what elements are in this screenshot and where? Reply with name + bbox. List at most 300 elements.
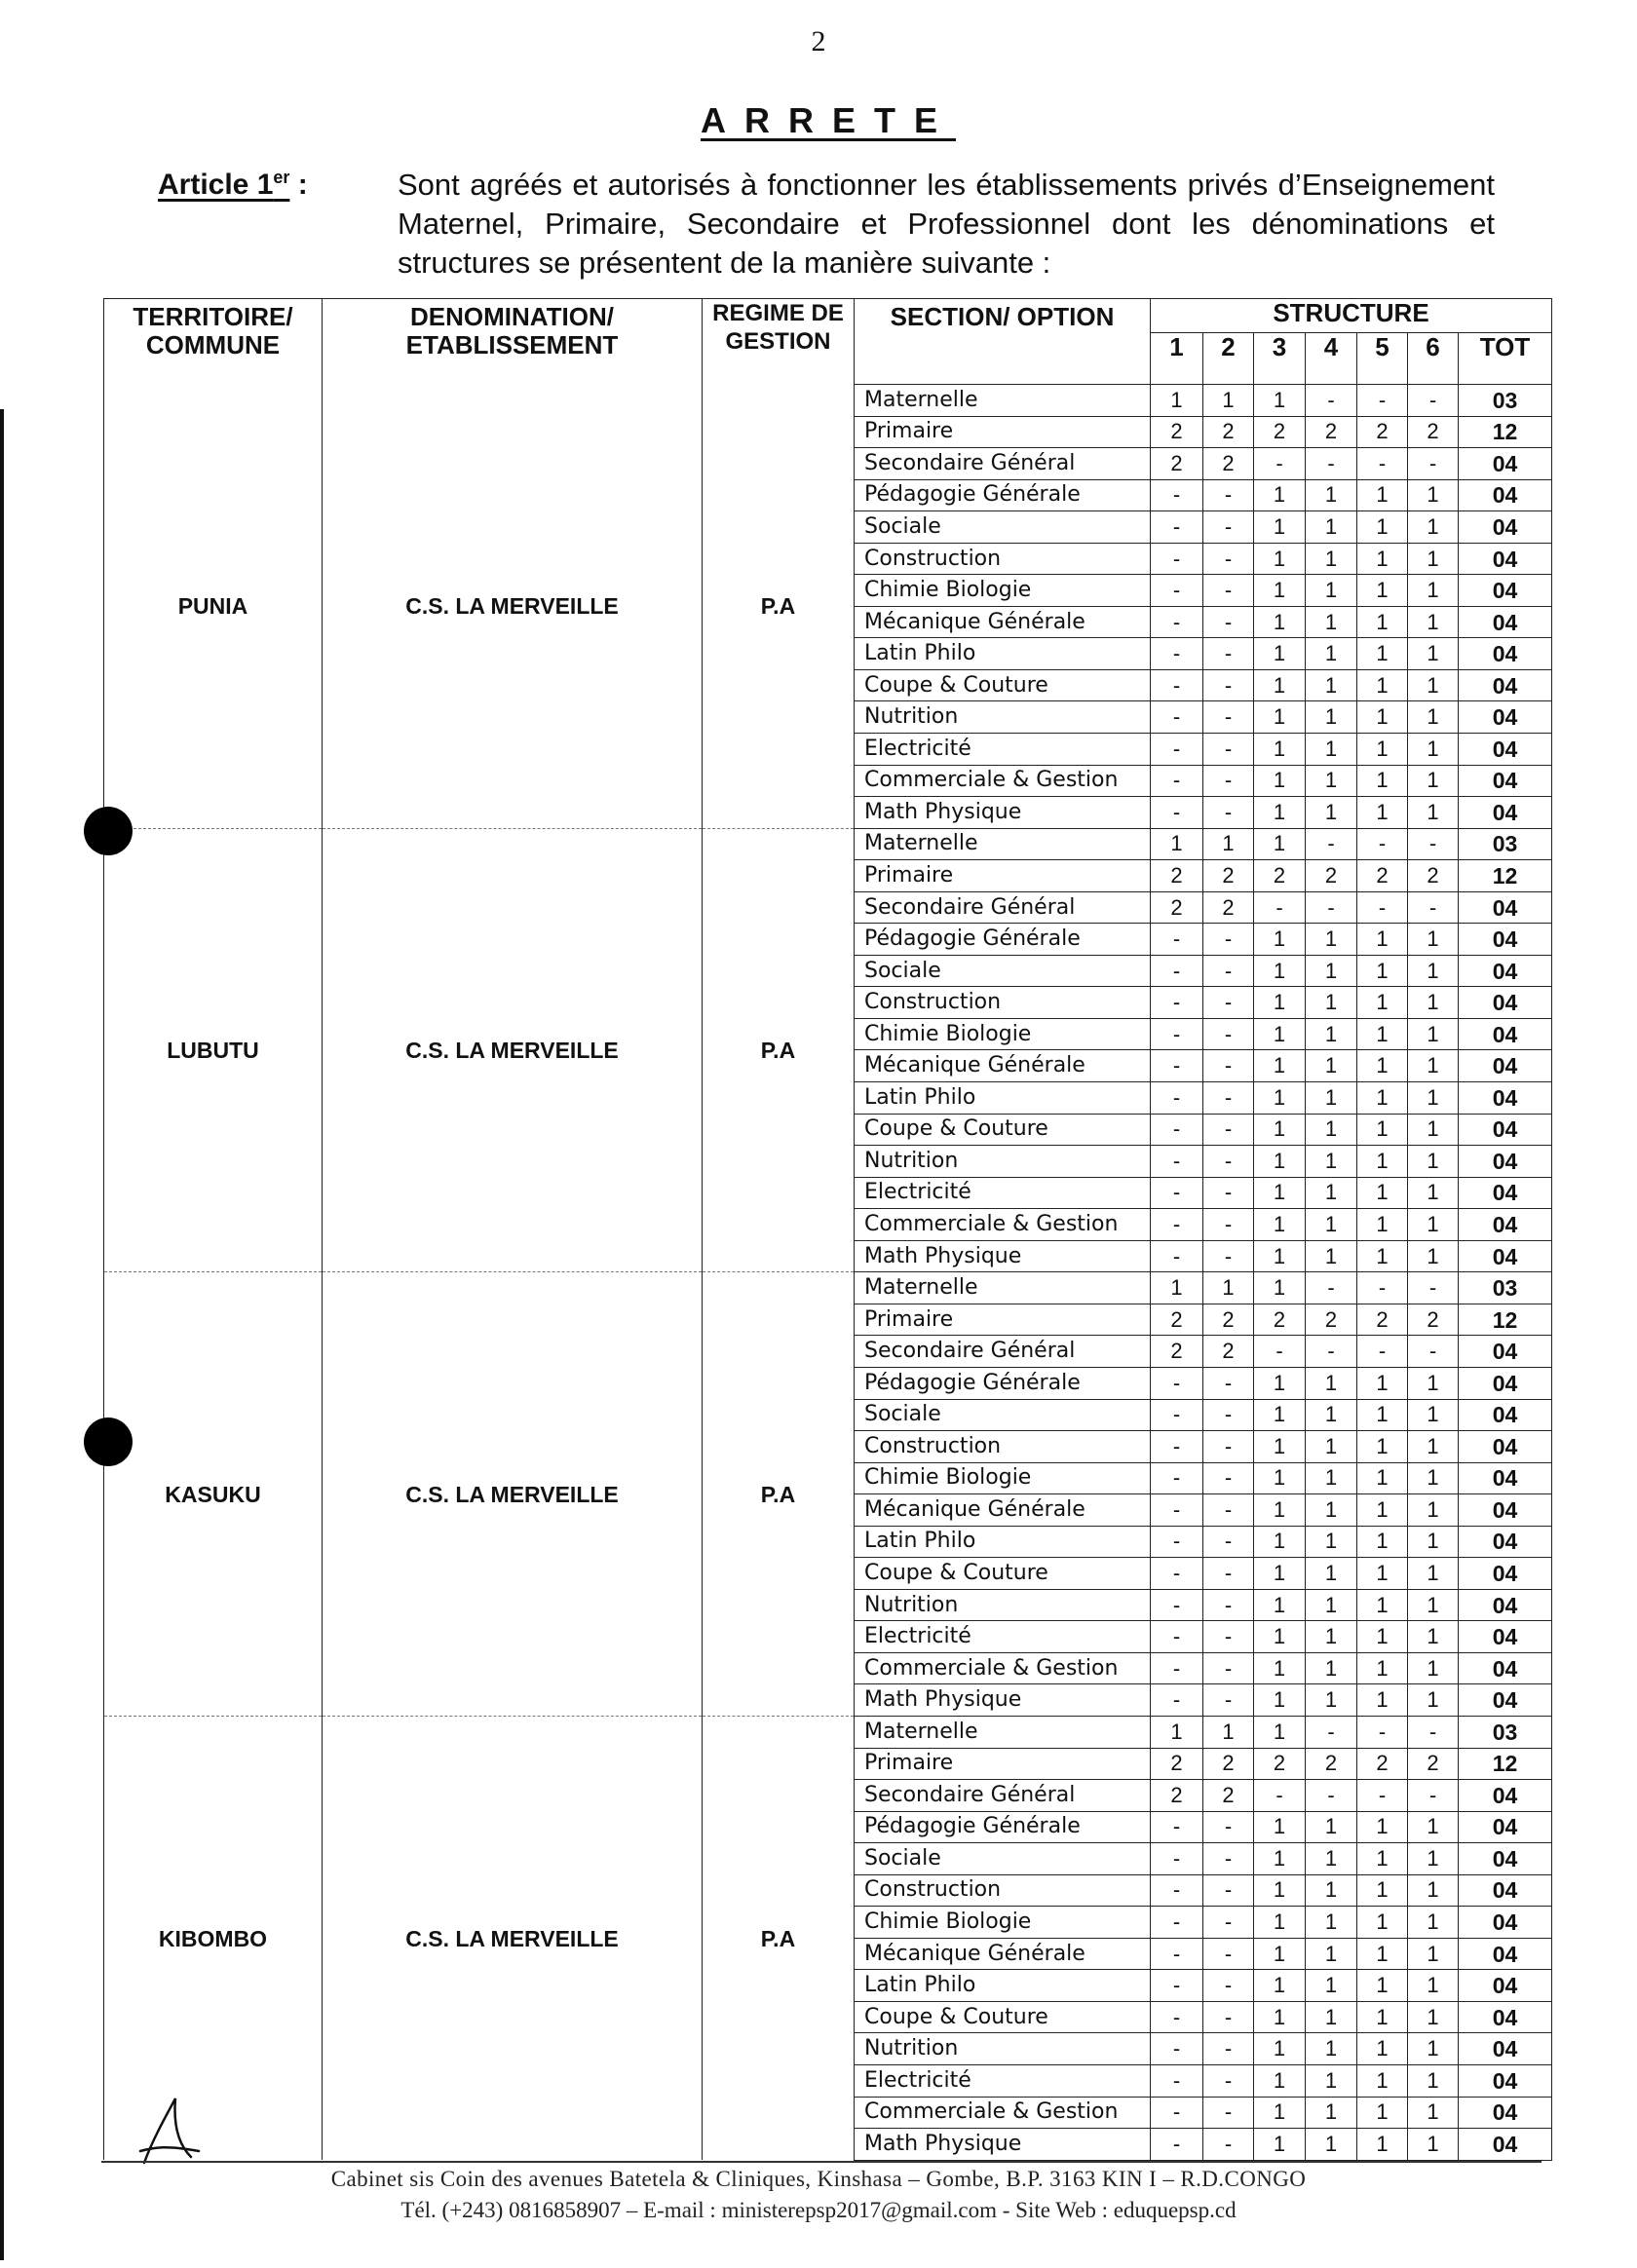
header-col-2: 2 — [1203, 333, 1254, 385]
article-label-colon: : — [289, 169, 308, 201]
structure-count-cell: 1 — [1306, 1558, 1357, 1590]
structure-count-cell: - — [1151, 1526, 1203, 1558]
structure-count-cell: 1 — [1254, 765, 1306, 797]
structure-count-cell: 1 — [1408, 1907, 1459, 1939]
structure-count-cell: - — [1254, 1336, 1306, 1368]
structure-count-cell: 1 — [1357, 1558, 1408, 1590]
document-title: ARRETE — [700, 100, 956, 140]
structure-count-cell: 2 — [1254, 860, 1306, 892]
section-option-cell: Coupe & Couture — [855, 2001, 1151, 2033]
structure-count-cell: 2 — [1203, 448, 1254, 480]
structure-count-cell: - — [1306, 828, 1357, 860]
structure-count-cell: 1 — [1408, 1843, 1459, 1875]
structure-count-cell: 2 — [1151, 1304, 1203, 1336]
structure-count-cell: 1 — [1306, 1114, 1357, 1146]
structure-count-cell: 1 — [1306, 2001, 1357, 2033]
structure-count-cell: 1 — [1357, 1050, 1408, 1082]
structure-count-cell: 2 — [1203, 416, 1254, 448]
structure-count-cell: 1 — [1408, 1209, 1459, 1241]
structure-count-cell: 1 — [1408, 1240, 1459, 1272]
structure-count-cell: 1 — [1306, 1462, 1357, 1494]
structure-count-cell: - — [1203, 1621, 1254, 1653]
structure-count-cell: - — [1306, 1716, 1357, 1748]
total-cell: 03 — [1459, 1716, 1552, 1748]
structure-count-cell: 1 — [1306, 479, 1357, 511]
structure-count-cell: 1 — [1408, 924, 1459, 956]
table-row — [104, 828, 1552, 860]
structure-count-cell: 2 — [1306, 1304, 1357, 1336]
total-cell: 04 — [1459, 1367, 1552, 1399]
total-cell: 03 — [1459, 1272, 1552, 1304]
structure-count-cell: - — [1151, 1367, 1203, 1399]
section-option-cell: Secondaire Général — [855, 1780, 1151, 1812]
structure-count-cell: 1 — [1357, 924, 1408, 956]
structure-count-cell: - — [1357, 448, 1408, 480]
structure-count-cell: 2 — [1203, 1780, 1254, 1812]
structure-count-cell: 1 — [1306, 1684, 1357, 1717]
structure-count-cell: 1 — [1254, 638, 1306, 670]
structure-count-cell: 1 — [1254, 1526, 1306, 1558]
structure-count-cell: 1 — [1254, 1399, 1306, 1431]
structure-count-cell: 1 — [1306, 1907, 1357, 1939]
section-option-cell: Coupe & Couture — [855, 1558, 1151, 1590]
structure-count-cell: 1 — [1306, 987, 1357, 1019]
structure-count-cell: 2 — [1203, 860, 1254, 892]
structure-count-cell: - — [1151, 638, 1203, 670]
structure-count-cell: 1 — [1408, 1114, 1459, 1146]
total-cell: 04 — [1459, 1526, 1552, 1558]
section-option-cell: Pédagogie Générale — [855, 479, 1151, 511]
section-option-cell: Primaire — [855, 416, 1151, 448]
structure-count-cell: - — [1151, 1082, 1203, 1115]
structure-count-cell: - — [1203, 2129, 1254, 2161]
structure-count-cell: 2 — [1203, 1748, 1254, 1780]
structure-count-cell: 1 — [1408, 1462, 1459, 1494]
structure-count-cell: - — [1306, 1272, 1357, 1304]
total-cell: 04 — [1459, 2129, 1552, 2161]
table-body — [104, 385, 1552, 2161]
section-option-cell: Chimie Biologie — [855, 1018, 1151, 1050]
structure-count-cell: - — [1151, 669, 1203, 701]
structure-count-cell: - — [1203, 797, 1254, 829]
structure-count-cell: - — [1151, 1970, 1203, 2002]
header-section: SECTION/ OPTION — [855, 299, 1151, 385]
structure-count-cell: - — [1203, 2033, 1254, 2065]
structure-count-cell: 1 — [1357, 1621, 1408, 1653]
structure-count-cell: - — [1203, 1462, 1254, 1494]
structure-count-cell: - — [1408, 891, 1459, 924]
structure-count-cell: - — [1151, 511, 1203, 544]
structure-count-cell: - — [1357, 891, 1408, 924]
structure-count-cell: - — [1151, 797, 1203, 829]
total-cell: 04 — [1459, 1114, 1552, 1146]
structure-count-cell: 1 — [1408, 669, 1459, 701]
article-text: Sont agréés et autorisés à fonctionner les établissements privés d’Enseignement Maternel, Primaire, Secondaire et Professionnel dont les dénominations et structures se présentent de la manière suivante : — [398, 168, 1495, 280]
section-option-cell: Maternelle — [855, 828, 1151, 860]
structure-count-cell: - — [1203, 1399, 1254, 1431]
total-cell: 04 — [1459, 797, 1552, 829]
total-cell: 04 — [1459, 1874, 1552, 1907]
structure-count-cell: 1 — [1306, 2033, 1357, 2065]
structure-count-cell: - — [1254, 448, 1306, 480]
structure-count-cell: 1 — [1408, 955, 1459, 987]
structure-count-cell: - — [1203, 1907, 1254, 1939]
structure-count-cell: - — [1254, 1780, 1306, 1812]
structure-count-cell: - — [1408, 385, 1459, 417]
structure-count-cell: - — [1203, 1177, 1254, 1209]
structure-count-cell: 1 — [1408, 1621, 1459, 1653]
total-cell: 04 — [1459, 1494, 1552, 1527]
total-cell: 04 — [1459, 1811, 1552, 1843]
etablissement-cell: C.S. LA MERVEILLE — [323, 1716, 703, 2160]
structure-count-cell: - — [1306, 1336, 1357, 1368]
article-label-text: Article 1 — [158, 169, 274, 201]
structure-count-cell: 1 — [1203, 1272, 1254, 1304]
structure-count-cell: - — [1151, 1399, 1203, 1431]
structure-count-cell: 1 — [1357, 2001, 1408, 2033]
structure-count-cell: - — [1306, 1780, 1357, 1812]
header-col-5: 5 — [1357, 333, 1408, 385]
structure-count-cell: 1 — [1306, 1082, 1357, 1115]
section-option-cell: Nutrition — [855, 2033, 1151, 2065]
structure-count-cell: 1 — [1357, 734, 1408, 766]
structure-count-cell: 1 — [1254, 1146, 1306, 1178]
header-territoire: TERRITOIRE/ COMMUNE — [104, 299, 323, 385]
total-cell: 04 — [1459, 1399, 1552, 1431]
structure-count-cell: 1 — [1254, 1114, 1306, 1146]
section-option-cell: Latin Philo — [855, 1970, 1151, 2002]
section-option-cell: Construction — [855, 543, 1151, 575]
header-col-tot: TOT — [1459, 333, 1552, 385]
structure-count-cell: 2 — [1357, 860, 1408, 892]
structure-count-cell: - — [1306, 891, 1357, 924]
structure-count-cell: 2 — [1408, 416, 1459, 448]
structure-count-cell: 1 — [1357, 1811, 1408, 1843]
structure-count-cell: - — [1203, 1938, 1254, 1970]
territoire-cell: PUNIA — [104, 385, 323, 829]
structure-count-cell: - — [1151, 2033, 1203, 2065]
section-option-cell: Pédagogie Générale — [855, 1367, 1151, 1399]
structure-count-cell: - — [1203, 1114, 1254, 1146]
structure-count-cell: 1 — [1254, 1177, 1306, 1209]
structure-count-cell: 1 — [1357, 1874, 1408, 1907]
structure-count-cell: - — [1151, 924, 1203, 956]
structure-count-cell: - — [1203, 575, 1254, 607]
total-cell: 04 — [1459, 2064, 1552, 2097]
structure-count-cell: 1 — [1357, 511, 1408, 544]
structure-count-cell: - — [1357, 1272, 1408, 1304]
section-option-cell: Primaire — [855, 1748, 1151, 1780]
structure-count-cell: 2 — [1357, 1304, 1408, 1336]
section-option-cell: Secondaire Général — [855, 1336, 1151, 1368]
total-cell: 12 — [1459, 416, 1552, 448]
structure-count-cell: - — [1203, 1146, 1254, 1178]
structure-count-cell: 1 — [1306, 511, 1357, 544]
total-cell: 04 — [1459, 701, 1552, 734]
structure-count-cell: 2 — [1151, 416, 1203, 448]
structure-count-cell: 1 — [1254, 797, 1306, 829]
structure-count-cell: 1 — [1357, 606, 1408, 638]
structure-count-cell: 1 — [1306, 797, 1357, 829]
footer-address: Cabinet sis Coin des avenues Batetela & Cliniques, Kinshasa – Gombe, B.P. 3163 KIN I – R.D.CONGO — [330, 2167, 1307, 2191]
territoire-cell: KASUKU — [104, 1272, 323, 1717]
header-structure: STRUCTURE — [1151, 299, 1552, 333]
structure-count-cell: 1 — [1357, 1684, 1408, 1717]
structure-count-cell: 1 — [1357, 669, 1408, 701]
structure-count-cell: - — [1151, 1146, 1203, 1178]
section-option-cell: Electricité — [855, 734, 1151, 766]
section-option-cell: Coupe & Couture — [855, 669, 1151, 701]
structure-count-cell: 1 — [1254, 828, 1306, 860]
structure-count-cell: - — [1408, 1780, 1459, 1812]
section-option-cell: Sociale — [855, 1843, 1151, 1875]
section-option-cell: Maternelle — [855, 385, 1151, 417]
structure-count-cell: 1 — [1408, 2097, 1459, 2129]
structure-count-cell: 1 — [1254, 2033, 1306, 2065]
section-option-cell: Construction — [855, 1874, 1151, 1907]
territoire-cell: KIBOMBO — [104, 1716, 323, 2160]
structure-count-cell: - — [1357, 1716, 1408, 1748]
structure-count-cell: 2 — [1357, 416, 1408, 448]
structure-count-cell: 1 — [1203, 385, 1254, 417]
signature-icon — [134, 2093, 203, 2171]
section-option-cell: Electricité — [855, 2064, 1151, 2097]
table-row — [104, 1272, 1552, 1304]
structure-count-cell: 1 — [1357, 1494, 1408, 1527]
establishments-table — [103, 298, 1552, 2161]
structure-count-cell: 1 — [1306, 1177, 1357, 1209]
section-option-cell: Mécanique Générale — [855, 1050, 1151, 1082]
structure-count-cell: 1 — [1151, 828, 1203, 860]
structure-count-cell: 1 — [1357, 1399, 1408, 1431]
territoire-cell: LUBUTU — [104, 828, 323, 1272]
punch-hole-icon — [84, 1418, 133, 1466]
structure-count-cell: - — [1151, 1462, 1203, 1494]
structure-count-cell: 1 — [1306, 543, 1357, 575]
structure-count-cell: 1 — [1254, 1716, 1306, 1748]
structure-count-cell: 1 — [1408, 1431, 1459, 1463]
structure-count-cell: - — [1151, 1018, 1203, 1050]
section-option-cell: Mécanique Générale — [855, 606, 1151, 638]
structure-count-cell: - — [1203, 2001, 1254, 2033]
structure-count-cell: 1 — [1254, 1494, 1306, 1527]
structure-count-cell: 1 — [1357, 1970, 1408, 2002]
structure-count-cell: - — [1203, 987, 1254, 1019]
structure-count-cell: - — [1203, 924, 1254, 956]
structure-count-cell: - — [1203, 1494, 1254, 1527]
structure-count-cell: 1 — [1357, 1018, 1408, 1050]
section-option-cell: Pédagogie Générale — [855, 1811, 1151, 1843]
structure-count-cell: 1 — [1306, 924, 1357, 956]
structure-count-cell: 1 — [1203, 1716, 1254, 1748]
structure-count-cell: 1 — [1306, 1589, 1357, 1621]
structure-count-cell: - — [1151, 734, 1203, 766]
total-cell: 04 — [1459, 734, 1552, 766]
structure-count-cell: 1 — [1408, 1874, 1459, 1907]
section-option-cell: Latin Philo — [855, 1082, 1151, 1115]
structure-count-cell: 1 — [1151, 385, 1203, 417]
structure-count-cell: 1 — [1357, 797, 1408, 829]
section-option-cell: Coupe & Couture — [855, 1114, 1151, 1146]
structure-count-cell: 1 — [1254, 479, 1306, 511]
structure-count-cell: - — [1151, 1621, 1203, 1653]
structure-count-cell: 1 — [1254, 1431, 1306, 1463]
structure-count-cell: - — [1151, 606, 1203, 638]
structure-count-cell: - — [1151, 1177, 1203, 1209]
structure-count-cell: 1 — [1254, 1209, 1306, 1241]
structure-count-cell: 1 — [1408, 1082, 1459, 1115]
header-regime: REGIME DE GESTION — [703, 299, 855, 385]
structure-count-cell: 1 — [1306, 1494, 1357, 1527]
structure-count-cell: 1 — [1408, 1684, 1459, 1717]
punch-hole-icon — [84, 807, 133, 855]
total-cell: 04 — [1459, 1146, 1552, 1178]
section-option-cell: Chimie Biologie — [855, 575, 1151, 607]
structure-count-cell: - — [1151, 1811, 1203, 1843]
structure-count-cell: 1 — [1306, 1938, 1357, 1970]
structure-count-cell: 1 — [1357, 1431, 1408, 1463]
total-cell: 04 — [1459, 1589, 1552, 1621]
structure-count-cell: - — [1357, 828, 1408, 860]
structure-count-cell: 1 — [1254, 1240, 1306, 1272]
structure-count-cell: - — [1203, 1843, 1254, 1875]
total-cell: 04 — [1459, 1558, 1552, 1590]
structure-count-cell: - — [1203, 1240, 1254, 1272]
structure-count-cell: - — [1203, 1589, 1254, 1621]
footer-contact: Tél. (+243) 0816858907 – E-mail : ministerepsp2017@gmail.com - Site Web : eduquepsp.cd — [400, 2198, 1237, 2222]
total-cell: 04 — [1459, 1240, 1552, 1272]
total-cell: 04 — [1459, 1621, 1552, 1653]
structure-count-cell: 1 — [1357, 1209, 1408, 1241]
structure-count-cell: - — [1254, 891, 1306, 924]
structure-count-cell: 2 — [1151, 448, 1203, 480]
structure-count-cell: 1 — [1254, 955, 1306, 987]
total-cell: 04 — [1459, 1336, 1552, 1368]
structure-count-cell: 1 — [1254, 924, 1306, 956]
structure-count-cell: - — [1151, 543, 1203, 575]
structure-count-cell: 1 — [1254, 1082, 1306, 1115]
section-option-cell: Commerciale & Gestion — [855, 1209, 1151, 1241]
structure-count-cell: 1 — [1408, 575, 1459, 607]
etablissement-cell: C.S. LA MERVEILLE — [323, 1272, 703, 1717]
structure-count-cell: - — [1203, 1526, 1254, 1558]
structure-count-cell: 2 — [1408, 860, 1459, 892]
structure-count-cell: - — [1203, 669, 1254, 701]
structure-count-cell: 1 — [1408, 1652, 1459, 1684]
structure-count-cell: - — [1203, 638, 1254, 670]
structure-count-cell: 1 — [1254, 1621, 1306, 1653]
structure-count-cell: 1 — [1306, 1652, 1357, 1684]
structure-count-cell: 1 — [1357, 1114, 1408, 1146]
structure-count-cell: 1 — [1408, 734, 1459, 766]
structure-count-cell: 1 — [1203, 828, 1254, 860]
structure-count-cell: 1 — [1408, 1177, 1459, 1209]
structure-count-cell: - — [1151, 1494, 1203, 1527]
structure-count-cell: - — [1151, 1589, 1203, 1621]
structure-count-cell: - — [1151, 1558, 1203, 1590]
structure-count-cell: 1 — [1306, 669, 1357, 701]
section-option-cell: Chimie Biologie — [855, 1462, 1151, 1494]
structure-count-cell: - — [1151, 701, 1203, 734]
structure-count-cell: 1 — [1254, 1272, 1306, 1304]
structure-count-cell: 1 — [1357, 765, 1408, 797]
structure-count-cell: 1 — [1306, 1367, 1357, 1399]
structure-count-cell: - — [1203, 2064, 1254, 2097]
total-cell: 04 — [1459, 1431, 1552, 1463]
section-option-cell: Commerciale & Gestion — [855, 2097, 1151, 2129]
section-option-cell: Math Physique — [855, 797, 1151, 829]
structure-count-cell: 1 — [1357, 1907, 1408, 1939]
structure-count-cell: - — [1306, 448, 1357, 480]
structure-count-cell: 1 — [1306, 638, 1357, 670]
structure-count-cell: - — [1203, 479, 1254, 511]
structure-count-cell: 1 — [1408, 638, 1459, 670]
structure-count-cell: 1 — [1357, 1367, 1408, 1399]
table-row — [104, 385, 1552, 417]
section-option-cell: Latin Philo — [855, 638, 1151, 670]
structure-count-cell: 1 — [1357, 1146, 1408, 1178]
total-cell: 04 — [1459, 1209, 1552, 1241]
structure-count-cell: 1 — [1408, 1558, 1459, 1590]
total-cell: 04 — [1459, 638, 1552, 670]
structure-count-cell: 1 — [1254, 1843, 1306, 1875]
etablissement-cell: C.S. LA MERVEILLE — [323, 828, 703, 1272]
section-option-cell: Sociale — [855, 955, 1151, 987]
section-option-cell: Maternelle — [855, 1716, 1151, 1748]
structure-count-cell: - — [1151, 2129, 1203, 2161]
structure-count-cell: 1 — [1357, 955, 1408, 987]
structure-count-cell: 1 — [1254, 669, 1306, 701]
structure-count-cell: - — [1151, 1114, 1203, 1146]
structure-count-cell: 2 — [1151, 1780, 1203, 1812]
structure-count-cell: - — [1151, 1050, 1203, 1082]
section-option-cell: Latin Philo — [855, 1526, 1151, 1558]
structure-count-cell: 2 — [1203, 1304, 1254, 1336]
structure-count-cell: - — [1151, 1684, 1203, 1717]
structure-count-cell: 1 — [1357, 2064, 1408, 2097]
structure-count-cell: 1 — [1408, 1367, 1459, 1399]
structure-count-cell: 1 — [1306, 2097, 1357, 2129]
section-option-cell: Math Physique — [855, 1684, 1151, 1717]
structure-count-cell: 1 — [1254, 1652, 1306, 1684]
structure-count-cell: - — [1151, 955, 1203, 987]
structure-count-cell: 1 — [1254, 606, 1306, 638]
structure-count-cell: 1 — [1408, 1494, 1459, 1527]
structure-count-cell: - — [1408, 1272, 1459, 1304]
structure-count-cell: - — [1203, 2097, 1254, 2129]
section-option-cell: Maternelle — [855, 1272, 1151, 1304]
section-option-cell: Chimie Biologie — [855, 1907, 1151, 1939]
structure-count-cell: 1 — [1408, 1811, 1459, 1843]
structure-count-cell: 1 — [1357, 701, 1408, 734]
article-label-sup: er — [273, 168, 290, 187]
total-cell: 04 — [1459, 606, 1552, 638]
structure-count-cell: 1 — [1306, 1050, 1357, 1082]
structure-count-cell: 1 — [1254, 1589, 1306, 1621]
structure-count-cell: - — [1203, 1684, 1254, 1717]
structure-count-cell: - — [1306, 385, 1357, 417]
structure-count-cell: - — [1203, 1367, 1254, 1399]
section-option-cell: Primaire — [855, 860, 1151, 892]
regime-cell: P.A — [703, 828, 855, 1272]
structure-count-cell: 1 — [1357, 2097, 1408, 2129]
total-cell: 04 — [1459, 1684, 1552, 1717]
total-cell: 04 — [1459, 1018, 1552, 1050]
structure-count-cell: 1 — [1306, 2064, 1357, 2097]
structure-count-cell: 1 — [1254, 1938, 1306, 1970]
structure-count-cell: 1 — [1306, 734, 1357, 766]
structure-count-cell: 1 — [1408, 1938, 1459, 1970]
